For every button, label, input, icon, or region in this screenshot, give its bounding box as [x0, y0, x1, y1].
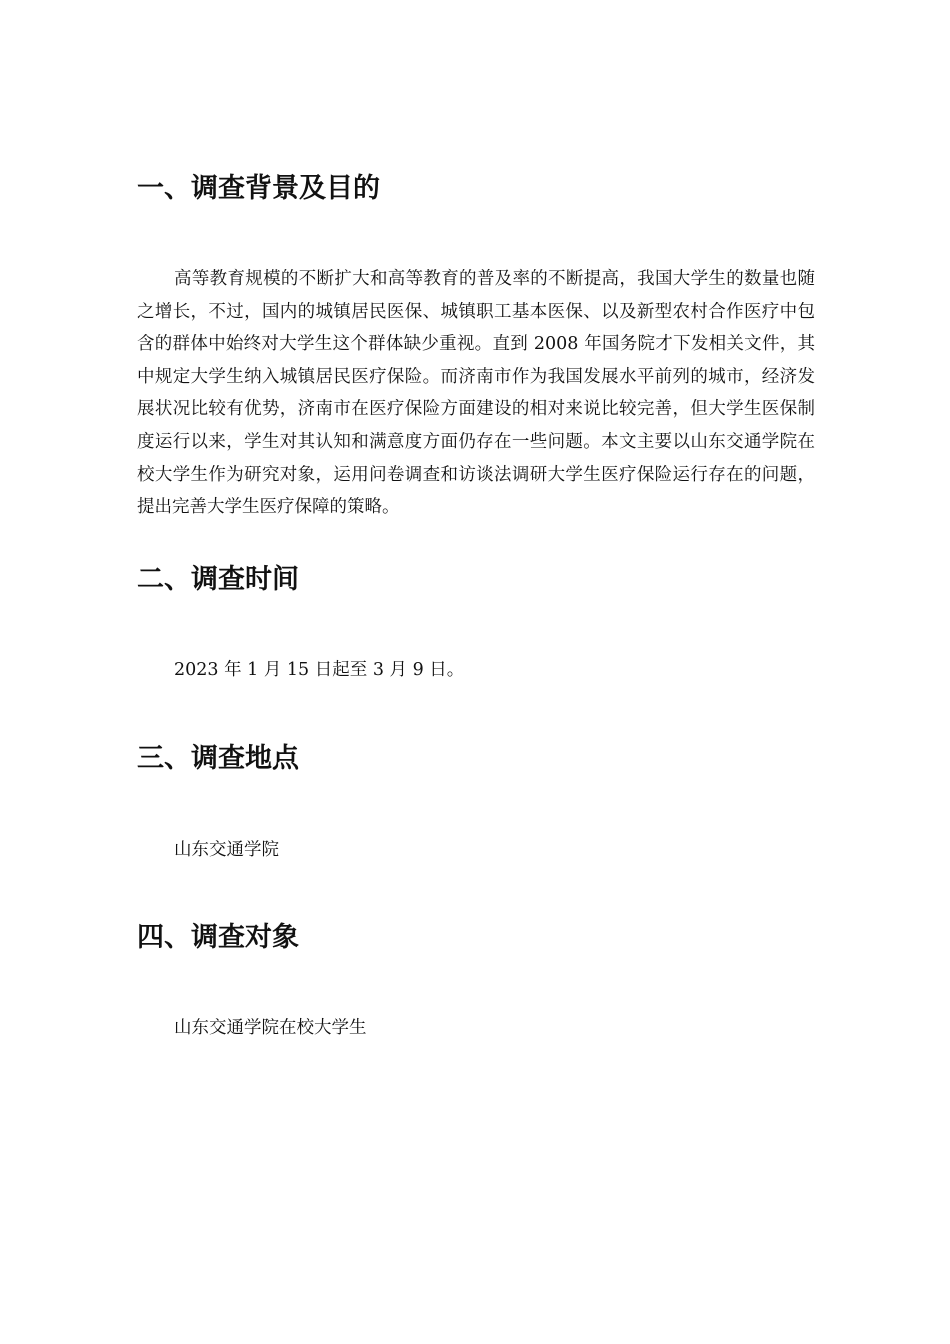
section-body-time: 2023 年 1 月 15 日起至 3 月 9 日。 — [174, 660, 465, 680]
section-body-subjects: 山东交通学院在校大学生 — [174, 1018, 367, 1038]
section-heading-location: 三、调查地点 — [137, 743, 299, 774]
section-heading-background: 一、调查背景及目的 — [137, 173, 380, 204]
section-body-location: 山东交通学院 — [174, 840, 279, 860]
section-heading-time: 二、调查时间 — [137, 564, 299, 595]
section-heading-subjects: 四、调查对象 — [137, 922, 299, 953]
section-body-background: 高等教育规模的不断扩大和高等教育的普及率的不断提高，我国大学生的数量也随之增长，不过，国内的城镇居民医保、城镇职工基本医保、以及新型农村合作医疗中包含的群体中始终对大学生这个群体缺少重视。直到 2008 年国务院才下发相关文件，其中规定大学生纳入城镇居民医疗保险。而济南市作为我国发展水平前列的城市，经济发展状况比较有优势，济南市在医疗保险方面建设的相对来说比较完善，但大学生医保制度运行以来，学生对其认知和满意度方面仍存在一些问题。本文主要以山东交通学院在校大学生作为研究对象，运用问卷调查和访谈法调研大学生医疗保险运行存在的问题，提出完善大学生医疗保障的策略。 — [137, 269, 815, 518]
